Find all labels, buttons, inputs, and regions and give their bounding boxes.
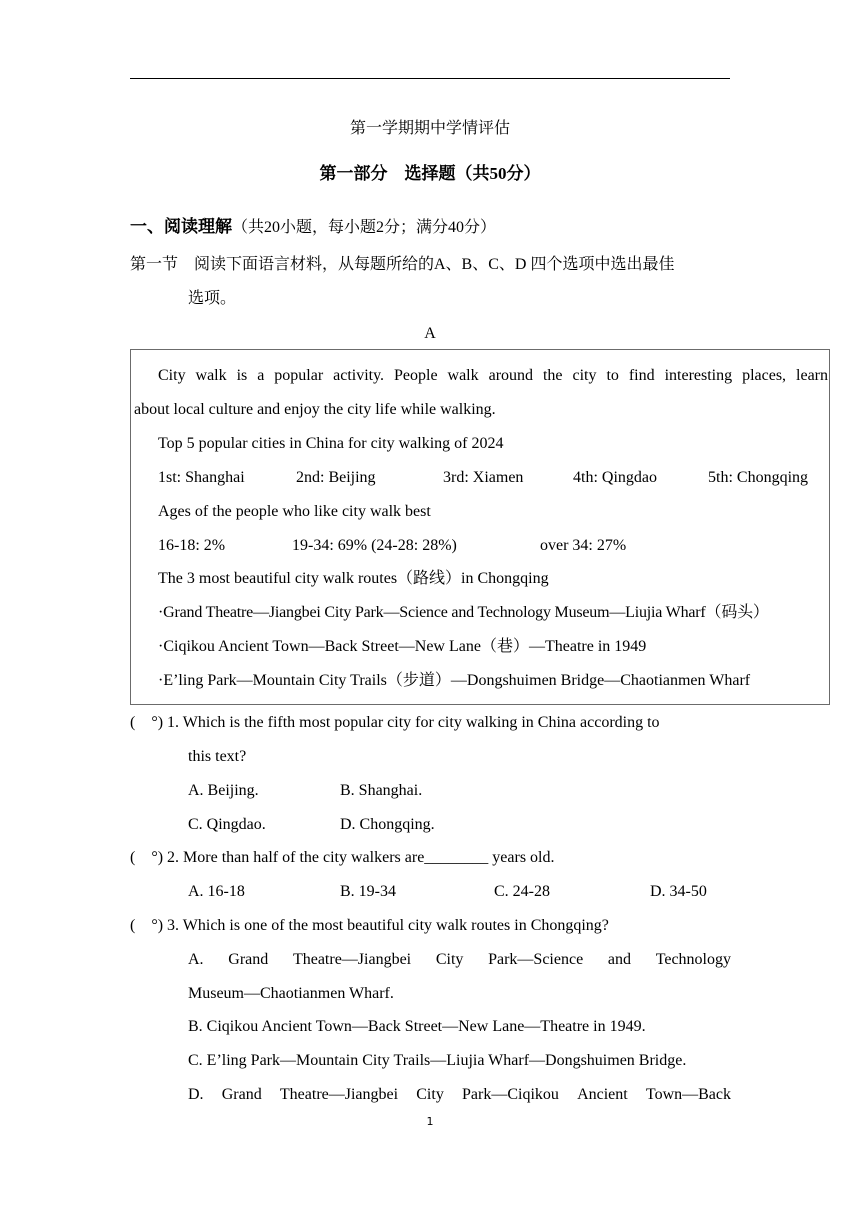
section-heading-title: 一、阅读理解 (130, 217, 232, 236)
question-3-option-d[interactable]: D. Grand Theatre—Jiangbei City Park—Ciqikou Ancient Town—Back (188, 1086, 731, 1103)
ranking-5: 5th: Chongqing (708, 469, 809, 486)
part-title: 第一部分 选择题（共50分） (319, 164, 541, 183)
question-3-option-c[interactable]: C. E’ling Park—Mountain City Trails—Liujia Wharf—Dongshuimen Bridge. (188, 1052, 687, 1069)
ages-title: Ages of the people who like city walk best (158, 503, 431, 520)
question-1-option-a[interactable]: A. Beijing. (188, 782, 259, 799)
ranking-2: 2nd: Beijing (296, 469, 376, 486)
question-1-option-b[interactable]: B. Shanghai. (340, 782, 423, 799)
question-3-stem: ( °) 3. Which is one of the most beautiful city walk routes in Chongqing? (130, 917, 609, 934)
question-2-option-a[interactable]: A. 16-18 (188, 883, 245, 900)
route-1: ·Grand Theatre—Jiangbei City Park—Science and Technology Museum—Liujia Wharf（码头） (158, 604, 769, 621)
passage-intro-line-2: about local culture and enjoy the city life while walking. (134, 401, 496, 418)
age-group-3: over 34: 27% (540, 537, 627, 554)
route-2: ·Ciqikou Ancient Town—Back Street—New Lane（巷）—Theatre in 1949 (158, 638, 647, 655)
age-group-1: 16-18: 2% (158, 537, 226, 554)
route-3: ·E’ling Park—Mountain City Trails（步道）—Dongshuimen Bridge—Chaotianmen Wharf (158, 672, 751, 689)
section-heading (130, 218, 496, 236)
instruction-line-1: 第一节 阅读下面语言材料，从每题所给的A、B、C、D 四个选项中选出最佳 (130, 256, 675, 273)
question-1-option-d[interactable]: D. Chongqing. (340, 816, 435, 833)
question-2-option-c[interactable]: C. 24-28 (494, 883, 550, 900)
question-3-option-a[interactable]: A. Grand Theatre—Jiangbei City Park—Science and Technology (188, 951, 731, 968)
question-2-option-b[interactable]: B. 19-34 (340, 883, 396, 900)
question-1-option-c[interactable]: C. Qingdao. (188, 816, 266, 833)
page-number: 1 (426, 1115, 434, 1128)
ranking-1: 1st: Shanghai (158, 469, 245, 486)
top5-title: Top 5 popular cities in China for city walking of 2024 (158, 435, 504, 452)
question-3-option-a-cont[interactable]: Museum—Chaotianmen Wharf. (188, 985, 394, 1002)
header-rule (130, 78, 730, 79)
question-1-stem-cont: this text? (188, 748, 247, 765)
question-3-option-b[interactable]: B. Ciqikou Ancient Town—Back Street—New Lane—Theatre in 1949. (188, 1018, 646, 1035)
exam-title: 第一学期期中学情评估 (349, 120, 510, 137)
instruction-line-2: 选项。 (188, 290, 237, 307)
age-group-2: 19-34: 69% (24-28: 28%) (292, 537, 457, 554)
question-2-option-d[interactable]: D. 34-50 (650, 883, 707, 900)
passage-intro-line-1: City walk is a popular activity. People walk around the city to find interesting places, learn (158, 367, 828, 384)
section-heading-note: （共20小题，每小题2分；满分40分） (232, 219, 497, 236)
question-2-stem: ( °) 2. More than half of the city walkers are________ years old. (130, 849, 555, 866)
routes-title: The 3 most beautiful city walk routes（路线）in Chongqing (158, 570, 549, 587)
ranking-4: 4th: Qingdao (573, 469, 657, 486)
passage-label: A (424, 325, 436, 342)
question-1-stem: ( °) 1. Which is the fifth most popular city for city walking in China according to (130, 714, 660, 731)
ranking-3: 3rd: Xiamen (443, 469, 524, 486)
